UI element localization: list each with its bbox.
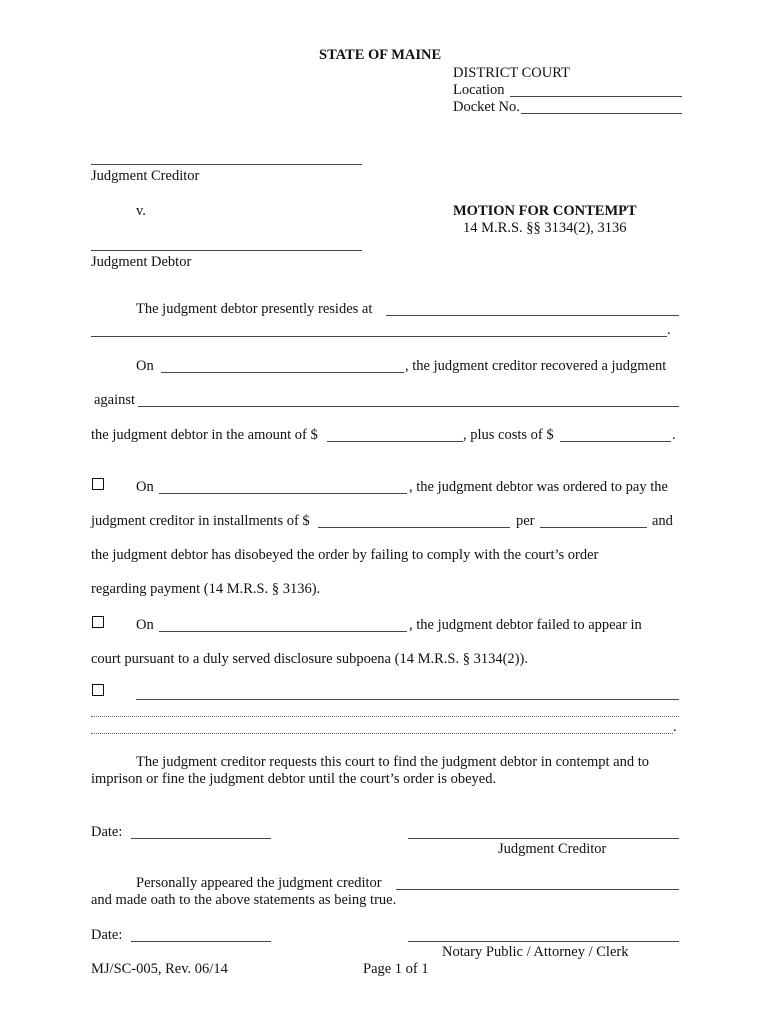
location-label: Location <box>453 82 505 98</box>
debtor-label: Judgment Debtor <box>91 254 192 270</box>
ordered-text: , the judgment debtor was ordered to pay the <box>409 479 668 495</box>
and-label: and <box>652 513 673 529</box>
other-field-2[interactable] <box>91 716 679 717</box>
costs-period: . <box>672 427 676 443</box>
on-label-3: On <box>136 617 154 633</box>
date-label-1: Date: <box>91 824 123 840</box>
oath-text: and made oath to the above statements as being true. <box>91 892 397 908</box>
other-checkbox[interactable] <box>92 684 104 696</box>
other-field-1[interactable] <box>136 699 679 700</box>
against-field[interactable] <box>138 406 679 407</box>
date-field-2[interactable] <box>131 941 271 942</box>
other-field-3[interactable] <box>91 733 673 734</box>
installments-checkbox[interactable] <box>92 478 104 490</box>
request-line-2: imprison or fine the judgment debtor until the court’s order is obeyed. <box>91 771 497 787</box>
docket-field[interactable] <box>521 113 682 114</box>
state-heading: STATE OF MAINE <box>319 47 442 63</box>
date-field-1[interactable] <box>131 838 271 839</box>
per-label: per <box>516 513 535 529</box>
judgment-date-field[interactable] <box>161 372 404 373</box>
against-label: against <box>94 392 136 408</box>
request-line-1: The judgment creditor requests this court to find the judgment debtor in contempt and to <box>136 754 650 770</box>
location-field[interactable] <box>510 96 682 97</box>
amount-field[interactable] <box>327 441 463 442</box>
residence-field-2[interactable] <box>91 336 667 337</box>
on-label-2: On <box>136 479 154 495</box>
motion-title: MOTION FOR CONTEMPT <box>453 203 637 219</box>
date-label-2: Date: <box>91 927 123 943</box>
creditor-signature-label: Judgment Creditor <box>498 841 607 857</box>
creditor-label: Judgment Creditor <box>91 168 200 184</box>
versus-label: v. <box>136 203 146 219</box>
appear-date-field[interactable] <box>159 631 407 632</box>
on-label: On <box>136 358 154 374</box>
plus-costs-text: , plus costs of $ <box>463 427 554 443</box>
amount-text: the judgment debtor in the amount of $ <box>91 427 318 443</box>
judgment-creditor-field[interactable] <box>91 164 362 165</box>
failed-to-appear-checkbox[interactable] <box>92 616 104 628</box>
judgment-debtor-field[interactable] <box>91 250 362 251</box>
regarding-text: regarding payment (14 M.R.S. § 3136). <box>91 581 321 597</box>
appeared-name-field[interactable] <box>396 889 679 890</box>
notary-label: Notary Public / Attorney / Clerk <box>442 944 629 960</box>
other-period: . <box>673 719 677 735</box>
residence-field[interactable] <box>386 315 679 316</box>
creditor-signature-field[interactable] <box>408 838 679 839</box>
installments-text: judgment creditor in installments of $ <box>91 513 310 529</box>
docket-label: Docket No. <box>453 99 520 115</box>
disobeyed-text: the judgment debtor has disobeyed the order by failing to comply with the court’s order <box>91 547 599 563</box>
subpoena-text: court pursuant to a duly served disclosure subpoena (14 M.R.S. § 3134(2)). <box>91 651 528 667</box>
installment-amount-field[interactable] <box>318 527 510 528</box>
appeared-text: Personally appeared the judgment creditor <box>136 875 382 891</box>
resides-text: The judgment debtor presently resides at <box>136 301 373 317</box>
order-date-field[interactable] <box>159 493 407 494</box>
page-number: Page 1 of 1 <box>363 961 429 977</box>
recovered-text: , the judgment creditor recovered a judgment <box>405 358 667 374</box>
costs-field[interactable] <box>560 441 671 442</box>
form-id: MJ/SC-005, Rev. 06/14 <box>91 961 228 977</box>
court-name: DISTRICT COURT <box>453 65 570 81</box>
residence-period: . <box>667 322 671 338</box>
statute-reference: 14 M.R.S. §§ 3134(2), 3136 <box>463 220 627 236</box>
notary-signature-field[interactable] <box>408 941 679 942</box>
failed-text: , the judgment debtor failed to appear in <box>409 617 642 633</box>
installment-period-field[interactable] <box>540 527 647 528</box>
